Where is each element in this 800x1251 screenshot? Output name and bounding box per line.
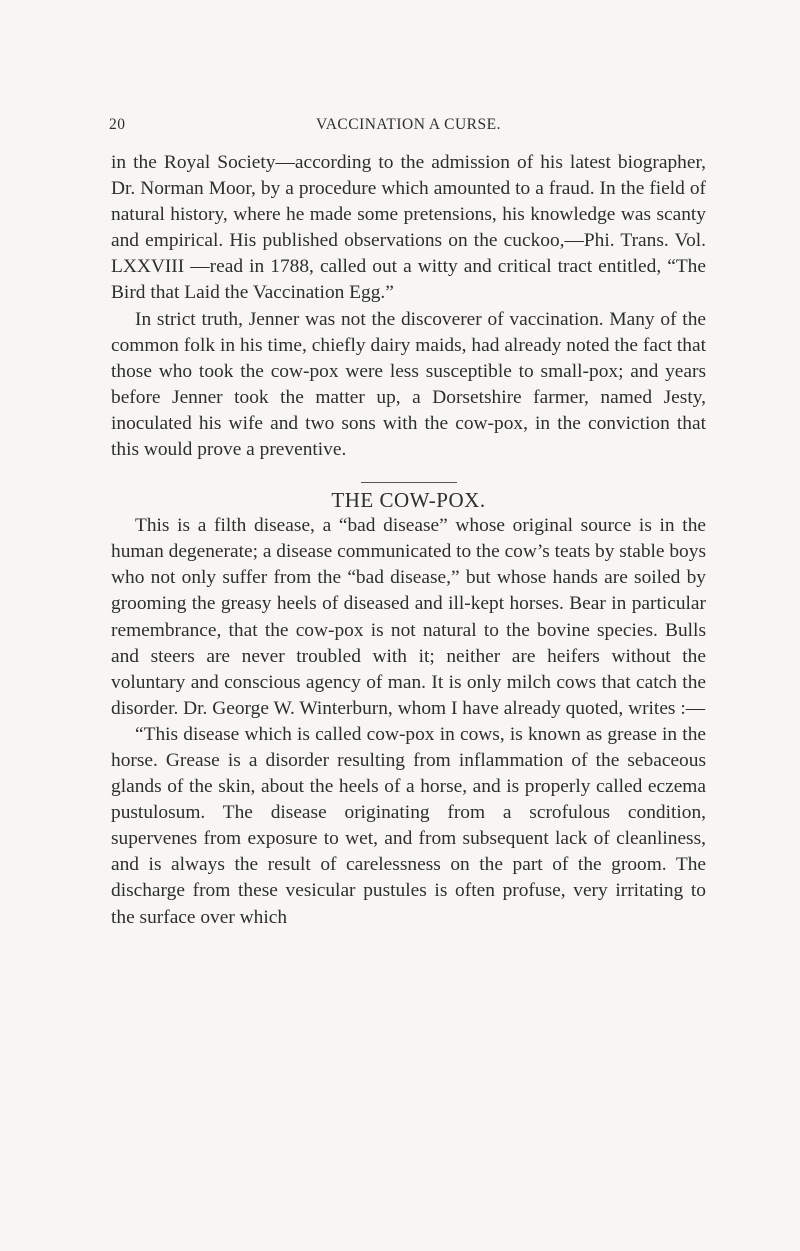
paragraph-strict-truth: In strict truth, Jenner was not the discoverer of vaccination. Many of the common folk in his time, chiefly dairy maids, had already noted the fact that those who took the cow-pox were less susceptible to small-pox; and years before Jenner took the matter up, a Dorsetshire farmer, named Jesty, inoculated his wife and two sons with the cow-pox, in the conviction that this would prove a preventive. [111, 308, 706, 461]
book-page [111, 116, 706, 931]
section-rule [361, 482, 457, 483]
section-heading: THE COW-POX. [331, 488, 486, 513]
page-number: 20 [109, 116, 126, 133]
paragraph-filth-disease: This is a filth disease, a “bad disease” whose original source is in the human degenerate; a disease communicated to the cow’s teats by stable boys who not only suffer from the “bad disease,” but whose hands are soiled by grooming the greasy heels of diseased and ill-kept horses. Bear in particular remembrance, that the cow-pox is not natural to the bovine species. Bulls and steers are never troubled with it; neither are heifers without the voluntary and conscious agency of man. It is only milch cows that catch the disorder. Dr. George W. Winterburn, whom I have already quoted, writes :— [111, 515, 706, 719]
paragraph-quotation: “This disease which is called cow-pox in cows, is known as grease in the horse. Grease is a disorder resulting from inflammation of the sebaceous glands of the skin, about the heels of a horse, and is properly called eczema pustulosum. The disease originating from a scrofulous condition, supervenes from exposure to wet, and from subsequent lack of cleanliness, and is always the result of carelessness on the part of the groom. The discharge from these vesicular pustules is often profuse, very irritating to the surface over which [111, 723, 706, 928]
section-rule-wrap [111, 482, 706, 483]
running-title: VACCINATION A CURSE. [316, 116, 501, 133]
running-head [111, 116, 706, 150]
paragraph-royal-society: in the Royal Society—according to the admission of his latest biographer, Dr. Norman Moor, by a procedure which amounted to a fraud. In the field of natural history, where he made some pretensions, his knowledge was scanty and empirical. His published observations on the cuckoo,—Phi. Trans. Vol. LXXVIII —read in 1788, called out a witty and critical tract entitled, “The Bird that Laid the Vaccination Egg.” [111, 152, 706, 304]
